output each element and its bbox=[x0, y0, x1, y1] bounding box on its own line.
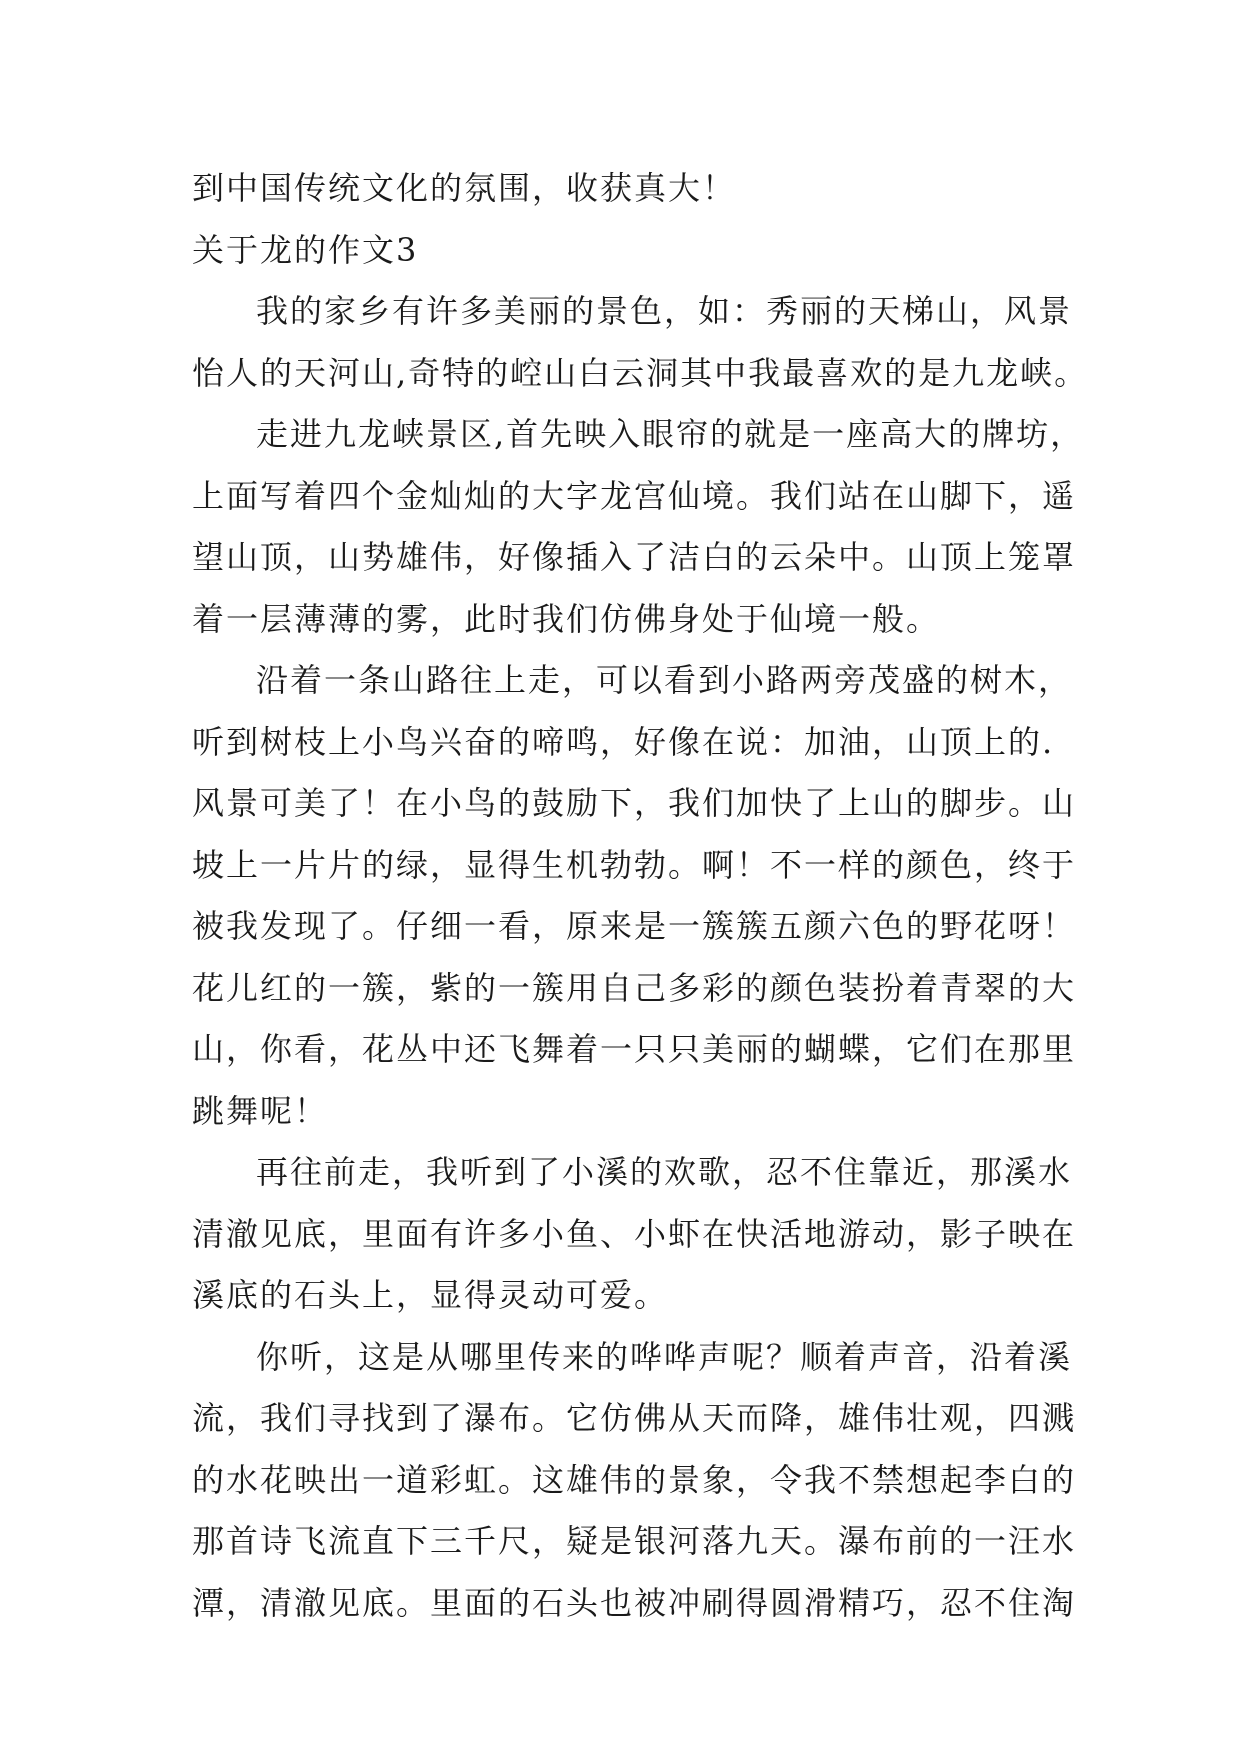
text-line: 坡上一片片的绿，显得生机勃勃。啊！不一样的颜色，终于 bbox=[192, 845, 1077, 884]
text-line: 花儿红的一簇，紫的一簇用自己多彩的颜色装扮着青翠的大 bbox=[192, 968, 1077, 1007]
text-line: 怡人的天河山,奇特的崆山白云洞其中我最喜欢的是九龙峡。 bbox=[192, 353, 1089, 392]
paragraph-start-line: 走进九龙峡景区,首先映入眼帘的就是一座高大的牌坊， bbox=[256, 415, 1085, 453]
text-line: 风景可美了！在小鸟的鼓励下，我们加快了上山的脚步。山 bbox=[192, 784, 1077, 822]
text-line: 听到树枝上小鸟兴奋的啼鸣，好像在说：加油，山顶上的. bbox=[192, 722, 1055, 761]
text-line: 山，你看，花丛中还飞舞着一只只美丽的蝴蝶，它们在那里 bbox=[192, 1030, 1077, 1068]
text-line: 溪底的石头上，显得灵动可爱。 bbox=[192, 1276, 669, 1314]
text-line: 的水花映出一道彩虹。这雄伟的景象，令我不禁想起李白的 bbox=[192, 1460, 1077, 1499]
text-line: 着一层薄薄的雾，此时我们仿佛身处于仙境一般。 bbox=[192, 599, 941, 638]
paragraph-start-line: 你听，这是从哪里传来的哗哗声呢？顺着声音，沿着溪 bbox=[256, 1337, 1073, 1376]
text-line: 流，我们寻找到了瀑布。它仿佛从天而降，雄伟壮观，四溅 bbox=[192, 1399, 1077, 1437]
text-line: 那首诗飞流直下三千尺，疑是银河落九天。瀑布前的一汪水 bbox=[192, 1522, 1077, 1560]
text-line: 上面写着四个金灿灿的大字龙宫仙境。我们站在山脚下，遥 bbox=[192, 476, 1077, 515]
essay-title: 关于龙的作文3 bbox=[192, 230, 419, 269]
text-line: 跳舞呢！ bbox=[192, 1091, 329, 1130]
paragraph-start-line: 沿着一条山路往上走，可以看到小路两旁茂盛的树木， bbox=[256, 661, 1073, 699]
paragraph-start-line: 我的家乡有许多美丽的景色，如：秀丽的天梯山，风景 bbox=[256, 292, 1073, 330]
text-line: 被我发现了。仔细一看，原来是一簇簇五颜六色的野花呀！ bbox=[192, 907, 1077, 945]
text-line: 潭，清澈见底。里面的石头也被冲刷得圆滑精巧，忍不住淘 bbox=[192, 1583, 1077, 1622]
paragraph-start-line: 再往前走，我听到了小溪的欢歌，忍不住靠近，那溪水 bbox=[256, 1153, 1073, 1191]
text-line: 清澈见底，里面有许多小鱼、小虾在快活地游动，影子映在 bbox=[192, 1214, 1077, 1253]
text-line: 到中国传统文化的氛围，收获真大！ bbox=[192, 169, 737, 207]
document-page bbox=[192, 158, 1089, 1634]
text-line: 望山顶，山势雄伟，好像插入了洁白的云朵中。山顶上笼罩 bbox=[192, 538, 1077, 576]
